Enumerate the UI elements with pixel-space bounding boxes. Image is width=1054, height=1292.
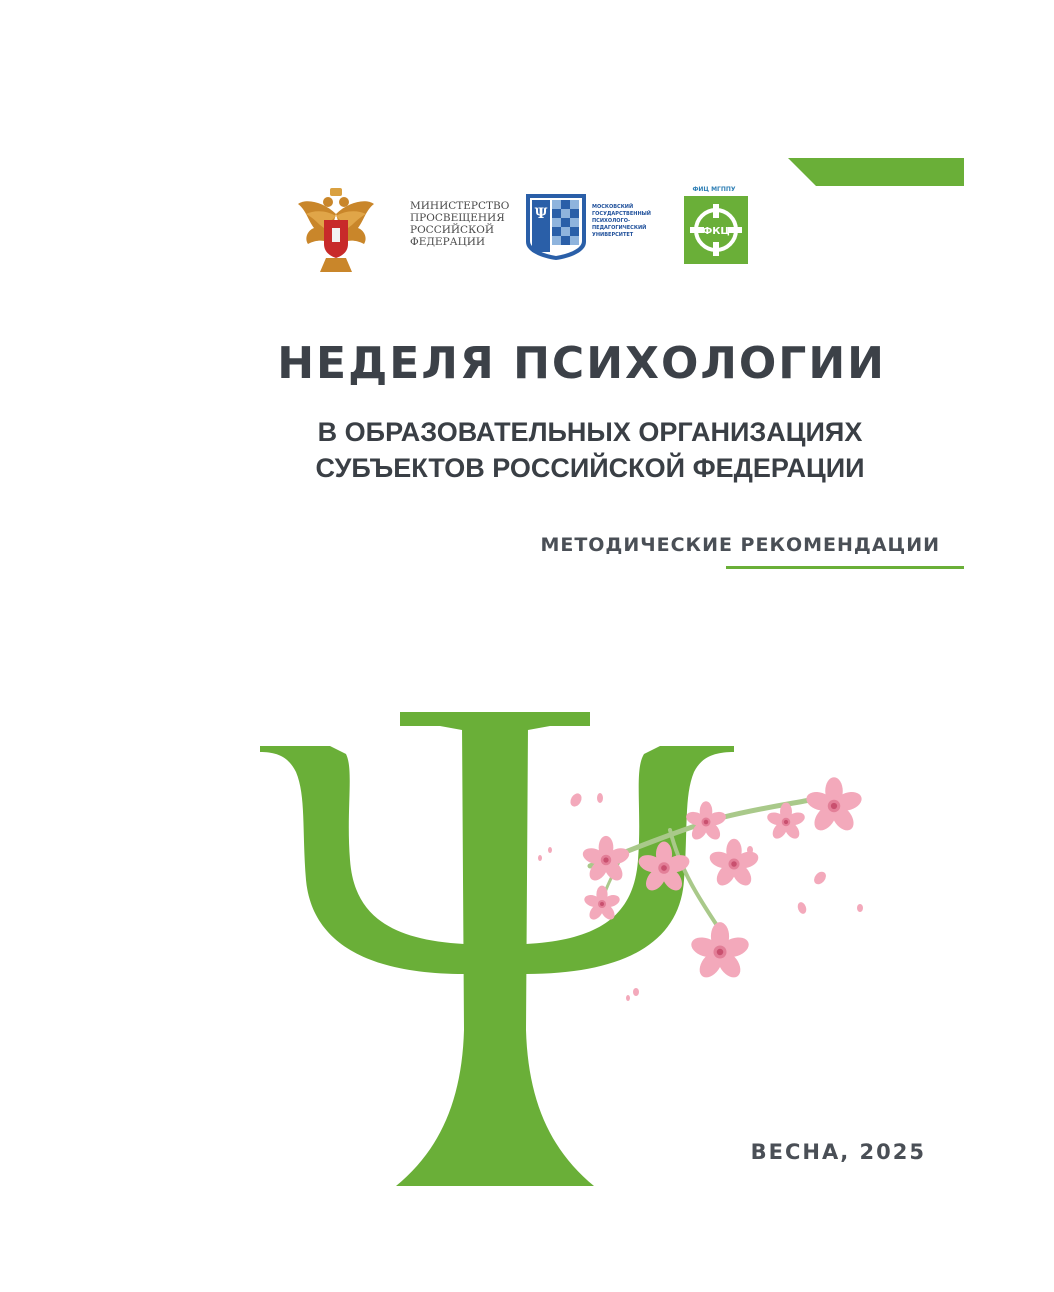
top-accent-bar bbox=[788, 158, 964, 186]
university-emblem-icon bbox=[526, 194, 586, 260]
subtitle-line-1: В ОБРАЗОВАТЕЛЬНЫХ ОРГАНИЗАЦИЯХ bbox=[317, 417, 863, 447]
document-type: МЕТОДИЧЕСКИЕ РЕКОМЕНДАЦИИ bbox=[540, 534, 940, 556]
psi-illustration-icon bbox=[250, 700, 890, 1200]
subtitle-line-2: СУБЪЕКТОВ РОССИЙСКОЙ ФЕДЕРАЦИИ bbox=[315, 453, 865, 483]
subtitle bbox=[280, 414, 900, 486]
document-type-underline bbox=[726, 566, 964, 569]
svg-text:Ψ: Ψ bbox=[534, 206, 548, 222]
fcc-caption: ФИЦ МГППУ bbox=[692, 186, 736, 193]
fcc-logo-text: ФКЦ bbox=[702, 226, 730, 237]
university-name: МОСКОВСКИЙ ГОСУДАРСТВЕННЫЙ ПСИХОЛОГО- ПЕДАГОГИЧЕСКИЙ УНИВЕРСИТЕТ bbox=[592, 204, 651, 238]
page-title: НЕДЕЛЯ ПСИХОЛОГИИ bbox=[277, 338, 886, 389]
publication-season: ВЕСНА, 2025 bbox=[750, 1140, 926, 1164]
fcc-logo-icon bbox=[684, 196, 748, 264]
ministry-name: МИНИСТЕРСТВО ПРОСВЕЩЕНИЯ РОССИЙСКОЙ ФЕДЕРАЦИИ bbox=[410, 200, 510, 248]
ministry-emblem-icon bbox=[296, 184, 376, 276]
